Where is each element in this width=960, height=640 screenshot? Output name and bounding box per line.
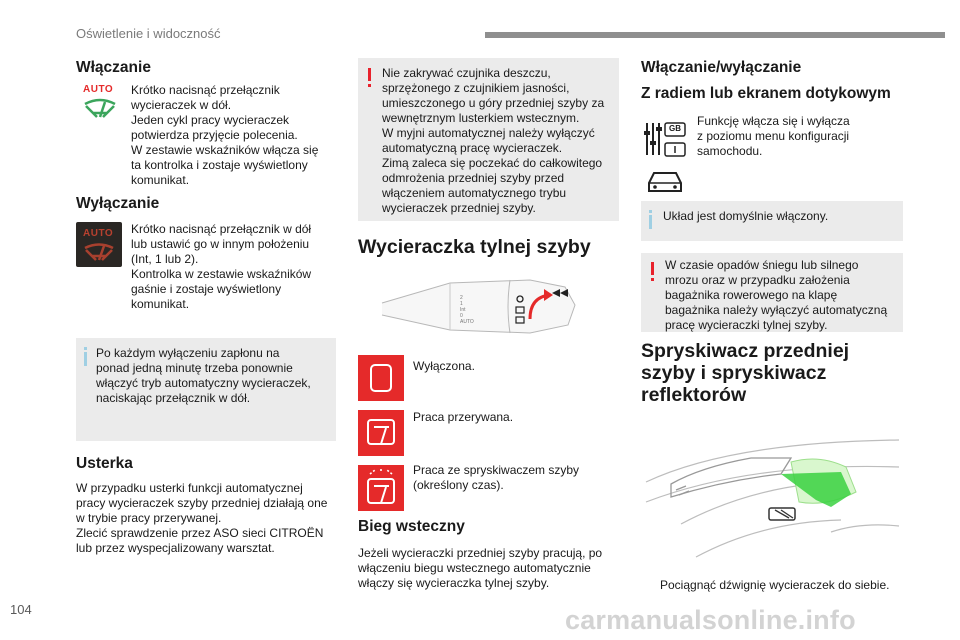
rear-wiper-heading: Wycieraczka tylnej szyby [358,236,591,258]
warning-icon [368,68,371,81]
mode-washer-label: Praca ze spryskiwaczem szyby (określony czas). [413,463,580,492]
info-box-reactivate: Po każdym wyłączeniu zapłonu na ponad jedną minutę trzeba ponownie włączyć tryb automatyczny wycieraczek, naciskając przełącznik w dół. [76,338,336,441]
rear-wiper-washer-icon [358,465,404,511]
washer-heading: Spryskiwacz przedniej szyby i spryskiwacz reflektorów [641,340,850,406]
section-header: Oświetlenie i widoczność [76,26,221,41]
info-icon [84,352,87,366]
stalk-label-0: 0 [460,313,463,319]
on-text: Krótko nacisnąć przełącznik wycieraczek w dół. Jeden cykl pracy wycieraczek potwierdza przyjęcie polecenia. W zestawie wskaźników włącza się ta kontrolka i zostaje wyświetlony komunikat. [131,83,319,187]
header-bar [485,32,945,38]
settings-menu-icon [643,115,689,161]
touchscreen-heading: Z radiem lub ekranem dotykowym [641,85,891,102]
touchscreen-text: Funkcję włącza się i wyłącza z poziomu menu konfiguracji samochodu. [697,114,850,158]
stalk-label-2: 2 [460,295,463,301]
reverse-heading: Bieg wsteczny [358,518,465,535]
onoff-heading: Włączanie/wyłączanie [641,59,802,76]
reverse-text: Jeżeli wycieraczki przedniej szyby pracują, po włączeniu biegu wstecznego automatycznie włączy się wycieraczka tylnej szyby. [358,546,603,590]
on-heading: Włączanie [76,59,151,76]
off-text: Krótko nacisnąć przełącznik w dół lub ustawić go w innym położeniu (Int, 1 lub 2). Kontrolka w zestawie wskaźników gaśnie i zostaje wyświetlony komunikat. [131,222,312,311]
wiper-auto-off-icon: AUTO [76,222,122,267]
info-icon [649,215,652,229]
watermark: carmanualsonline.info [565,605,856,635]
rear-wiper-intermittent-icon [358,410,404,456]
stalk-label-int: Int [460,307,466,313]
info-box-default-on: Układ jest domyślnie włączony. [641,201,903,241]
mode-off-label: Wyłączona. [413,359,475,373]
warning-icon [651,262,654,275]
warning-box-rain-sensor: Nie zakrywać czujnika deszczu, sprzężonego z czujnikiem jasności, umieszczonego u góry przedniej szyby za wewnętrznym lusterkiem wstecznym. W myjni automatycznej należy wyłączyć automatyczną pracę wycieraczek. Zimą zaleca się poczekać do całkowitego odmrożenia przedniej szyby przed włączeniem automatycznego trybu wycieraczek przedniej szyby. [358,58,619,221]
wiper-stalk-illustration [380,275,580,340]
fault-heading: Usterka [76,455,133,472]
wiper-auto-icon: AUTO [78,84,122,124]
off-heading: Wyłączanie [76,195,160,212]
rear-wiper-off-icon [358,355,404,401]
car-front-washer-illustration [641,422,903,564]
page-number: 104 [10,602,32,617]
pull-lever-text: Pociągnąć dźwignię wycieraczek do siebie. [660,578,890,592]
stalk-label-auto: AUTO [460,319,474,325]
warning-box-snow: W czasie opadów śniegu lub silnego mrozu oraz w przypadku założenia bagażnika rowerowego na klapę bagażnika należy wyłączyć automatyczną pracę wycieraczki tylnej szyby. [641,253,903,332]
gb-label: GB [669,124,681,133]
car-icon [645,168,685,194]
mode-intermittent-label: Praca przerywana. [413,410,514,424]
fault-text: W przypadku usterki funkcji automatycznej pracy wycieraczek szyby przedniej działają one w trybie pracy przerywanej. Zlecić sprawdzenie przez ASO sieci CITROËN lub przez wyspecjalizowany warsztat. [76,481,328,555]
stalk-label-1: 1 [460,301,463,307]
